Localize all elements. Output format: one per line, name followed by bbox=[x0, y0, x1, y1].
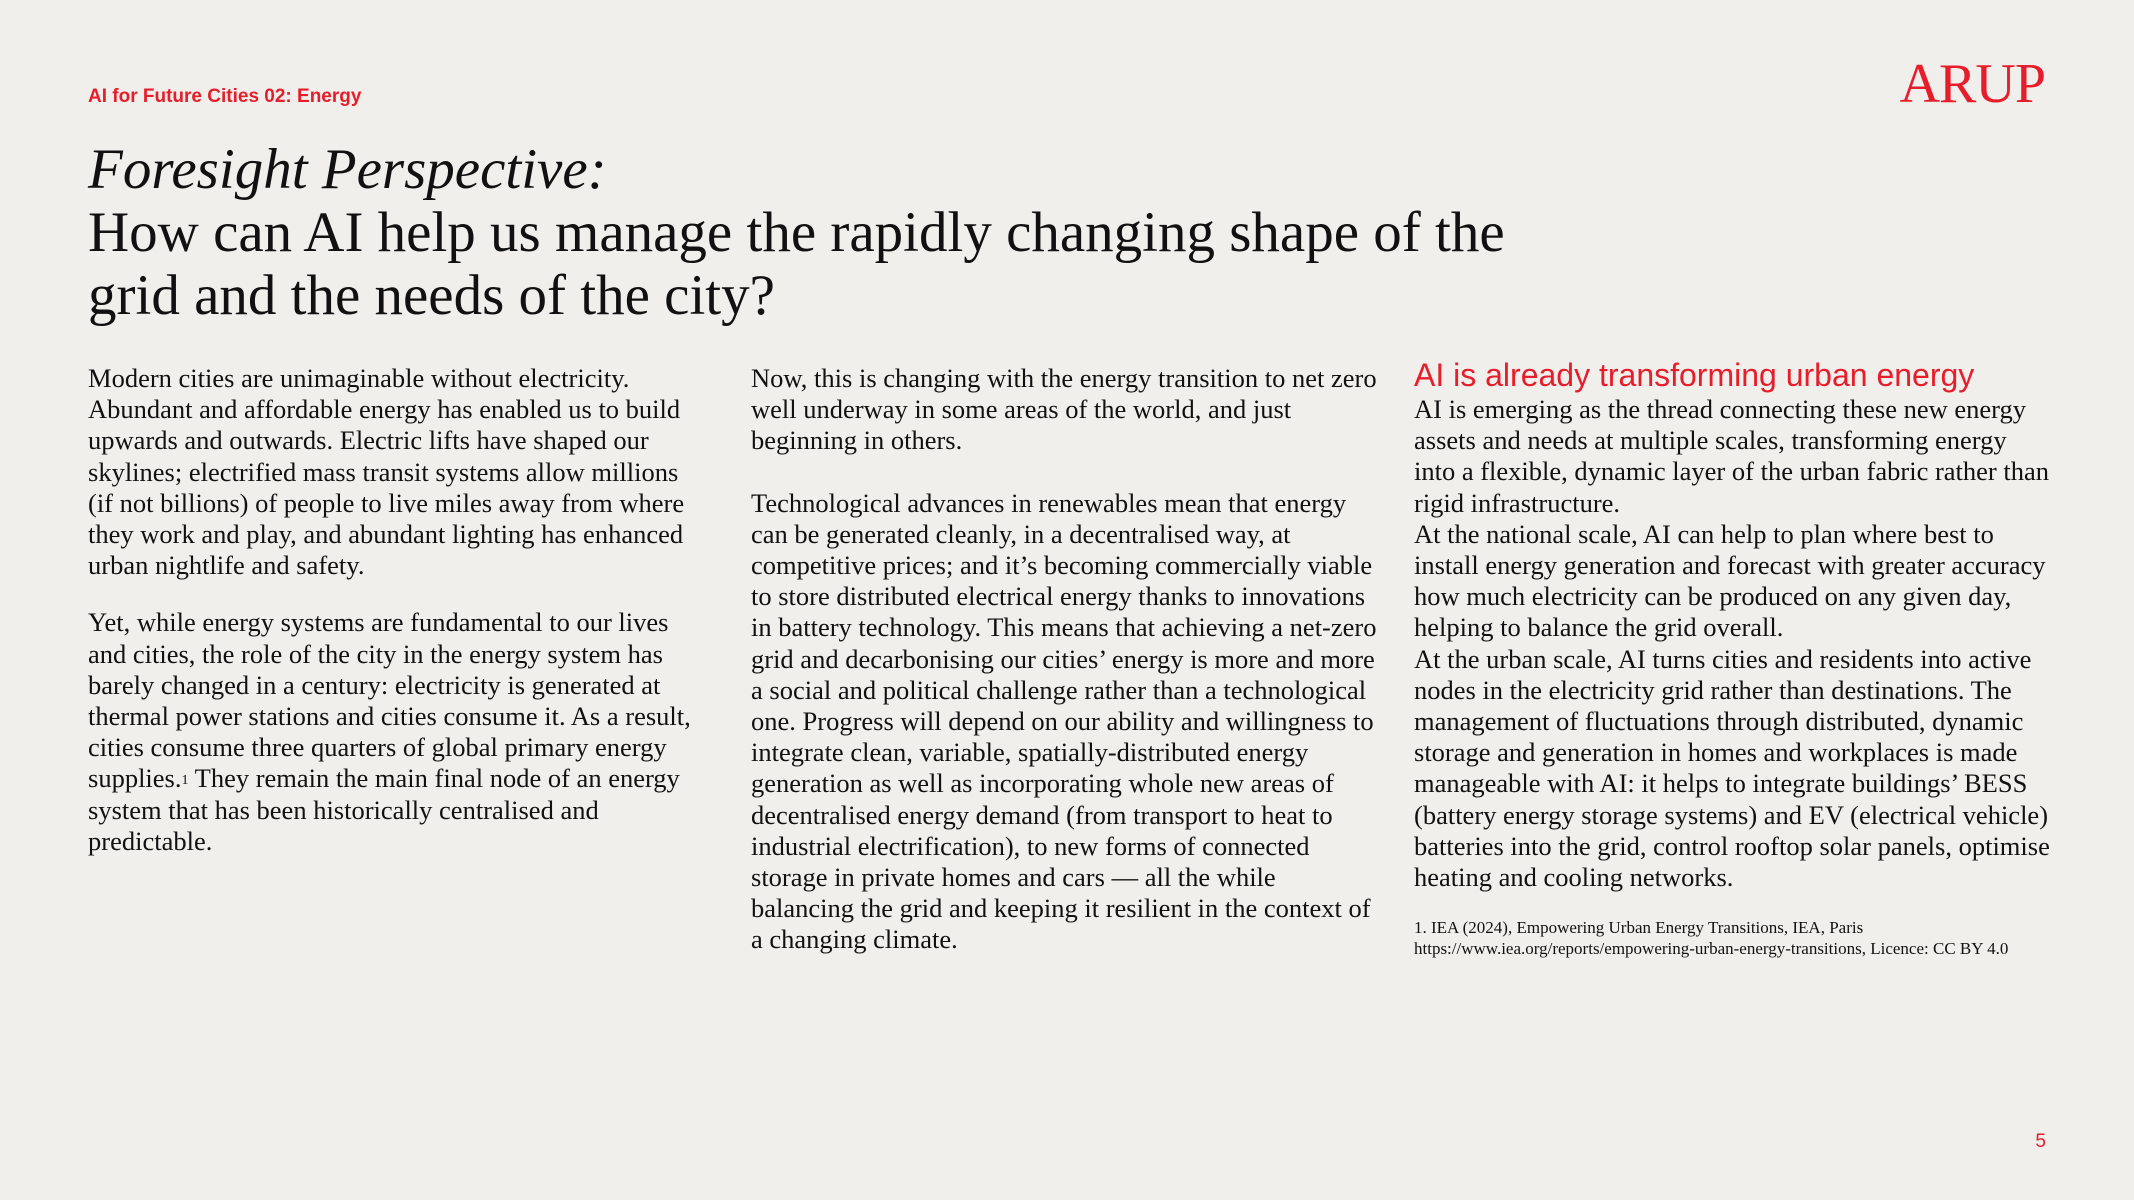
section-heading: AI is already transforming urban energy bbox=[1414, 357, 1975, 393]
paragraph: Now, this is changing with the energy transition to net zero well underway in some areas of the world, and just beginning in others. bbox=[751, 363, 1377, 456]
paragraph: At the urban scale, AI turns cities and residents into active nodes in the electricity grid rather than destinations. The management of fluctuations through distributed, dynamic storage and generation in homes and workplaces is made manageable with AI: it helps to integrate buildings’ BESS (battery energy storage systems) and EV (electrical vehicle) batteries into the grid, control rooftop solar panels, optimise heating and cooling networks. bbox=[1414, 643, 2050, 893]
footnote: 1. IEA (2024), Empowering Urban Energy Transitions, IEA, Paris https://www.iea.org/reports/empowering-urban-energy-transitions, Licence: CC BY 4.0 bbox=[1414, 918, 2009, 959]
paragraph: AI is emerging as the thread connecting these new energy assets and needs at multiple scales, transforming energy into a flexible, dynamic layer of the urban fabric rather than rigid infrastructure. bbox=[1414, 394, 2049, 518]
page-number: 5 bbox=[2035, 1131, 2046, 1152]
paragraph: Technological advances in renewables mean that energy can be generated cleanly, in a decentralised way, at competitive prices; and it’s becoming commercially viable to store distributed electrical energy thanks to innovations in battery technology. This means that achieving a net-zero grid and decarbonising our cities’ energy is more and more a social and political challenge rather than a technological one. Progress will depend on our ability and willingness to integrate clean, variable, spatially-distributed energy generation as well as incorporating whole new areas of decentralised energy demand (from transport to heat to industrial electrification), to new forms of connected storage in private homes and cars — all the while balancing the grid and keeping it resilient in the context of a changing climate. bbox=[751, 487, 1377, 955]
paragraph-text: Yet, while energy systems are fundamental to our lives and cities, the role of the city in the energy system has barely changed in a century: electricity is generated at thermal power stations and cities consume it. As a result, cities consume three quarters of global primary energy supplies. bbox=[88, 607, 691, 794]
paragraph: At the national scale, AI can help to plan where best to install energy generation and forecast with greater accuracy how much electricity can be produced on any given day, helping to balance the grid overall. bbox=[1414, 518, 2046, 643]
title-question: How can AI help us manage the rapidly changing shape of the grid and the needs of the city? bbox=[88, 201, 1505, 327]
text-column-3 bbox=[1414, 356, 2054, 959]
text-column-1 bbox=[88, 363, 696, 883]
footnote-reference: 1 bbox=[181, 773, 189, 789]
title-italic-lead: Foresight Perspective: bbox=[88, 138, 607, 201]
text-column-2 bbox=[751, 363, 1381, 987]
paragraph: Modern cities are unimaginable without electricity. Abundant and affordable energy has enabled us to build upwards and outwards. Electric lifts have shaped our skylines; electrified mass transit systems allow millions (if not billions) of people to live miles away from where they work and play, and abundant lighting has enhanced urban nightlife and safety. bbox=[88, 363, 685, 581]
document-kicker: AI for Future Cities 02: Energy bbox=[88, 86, 362, 107]
paragraph-text: They remain the main final node of an energy system that has been historically centralised and predictable. bbox=[88, 763, 680, 856]
paragraph bbox=[88, 607, 696, 857]
arup-logo: ARUP bbox=[1899, 53, 2045, 115]
page-title bbox=[88, 138, 1588, 327]
